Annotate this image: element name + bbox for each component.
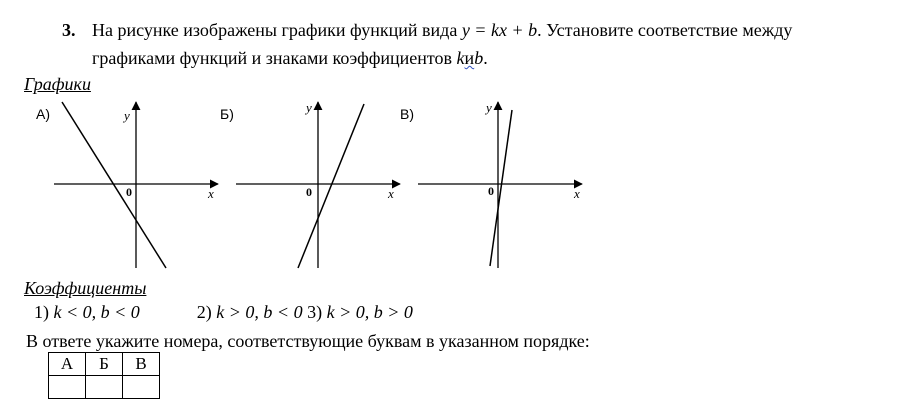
coefficients-options <box>34 302 413 323</box>
graphs-heading: Графики <box>24 74 91 94</box>
answer-instruction: В ответе укажите номера, соответствующие буквам в указанном порядке: <box>26 331 590 351</box>
question-text-line2 <box>92 48 488 69</box>
y-axis-label: y <box>486 100 492 115</box>
x-axis-label: x <box>208 186 214 201</box>
question-number: 3. <box>62 20 76 40</box>
origin-label: 0 <box>126 185 132 199</box>
origin-label: 0 <box>306 185 312 199</box>
answer-header-a: А <box>49 353 86 376</box>
answer-table <box>48 352 160 399</box>
graph-v <box>414 98 594 270</box>
coefficients-heading: Коэффициенты <box>24 278 147 298</box>
answer-cell-v[interactable] <box>123 376 160 399</box>
x-axis-label: x <box>388 186 394 201</box>
answer-header-b: Б <box>86 353 123 376</box>
option-1-number: 1) <box>34 302 49 322</box>
option-3-text: k > 0, b > 0 <box>326 302 413 322</box>
x-axis-label: x <box>574 186 580 201</box>
answer-table-input-row <box>49 376 160 399</box>
graph-a <box>50 98 230 270</box>
option-2-number: 2) <box>196 302 212 322</box>
option-2-text: k > 0, b < 0 <box>216 302 303 322</box>
option-1-text: k < 0, b < 0 <box>53 302 140 322</box>
y-axis-label: y <box>124 108 130 123</box>
coef-b: b <box>474 48 484 68</box>
formula: y = kx + b <box>461 20 538 40</box>
origin-label: 0 <box>488 184 494 198</box>
coef-k: k <box>456 48 465 68</box>
question-text-line1 <box>92 20 792 41</box>
function-line <box>62 102 166 268</box>
graph-label-b: Б) <box>220 106 234 122</box>
answer-header-v: В <box>123 353 160 376</box>
question-text-end: . Установите соответствие между <box>537 20 793 40</box>
question-text-start: На рисунке изображены графики функций вида <box>92 20 462 40</box>
graph-label-a: А) <box>36 106 50 122</box>
conjunction-i: и <box>464 48 475 68</box>
graph-b <box>232 98 412 270</box>
answer-cell-b[interactable] <box>86 376 123 399</box>
y-axis-label: y <box>306 100 312 115</box>
graph-label-v: В) <box>400 106 414 122</box>
answer-cell-a[interactable] <box>49 376 86 399</box>
answer-table-header-row <box>49 353 160 376</box>
option-3-number: 3) <box>307 302 323 322</box>
question-text-line2-start: графиками функций и знаками коэффициентов <box>92 48 457 68</box>
question-text-line2-end: . <box>483 48 488 68</box>
